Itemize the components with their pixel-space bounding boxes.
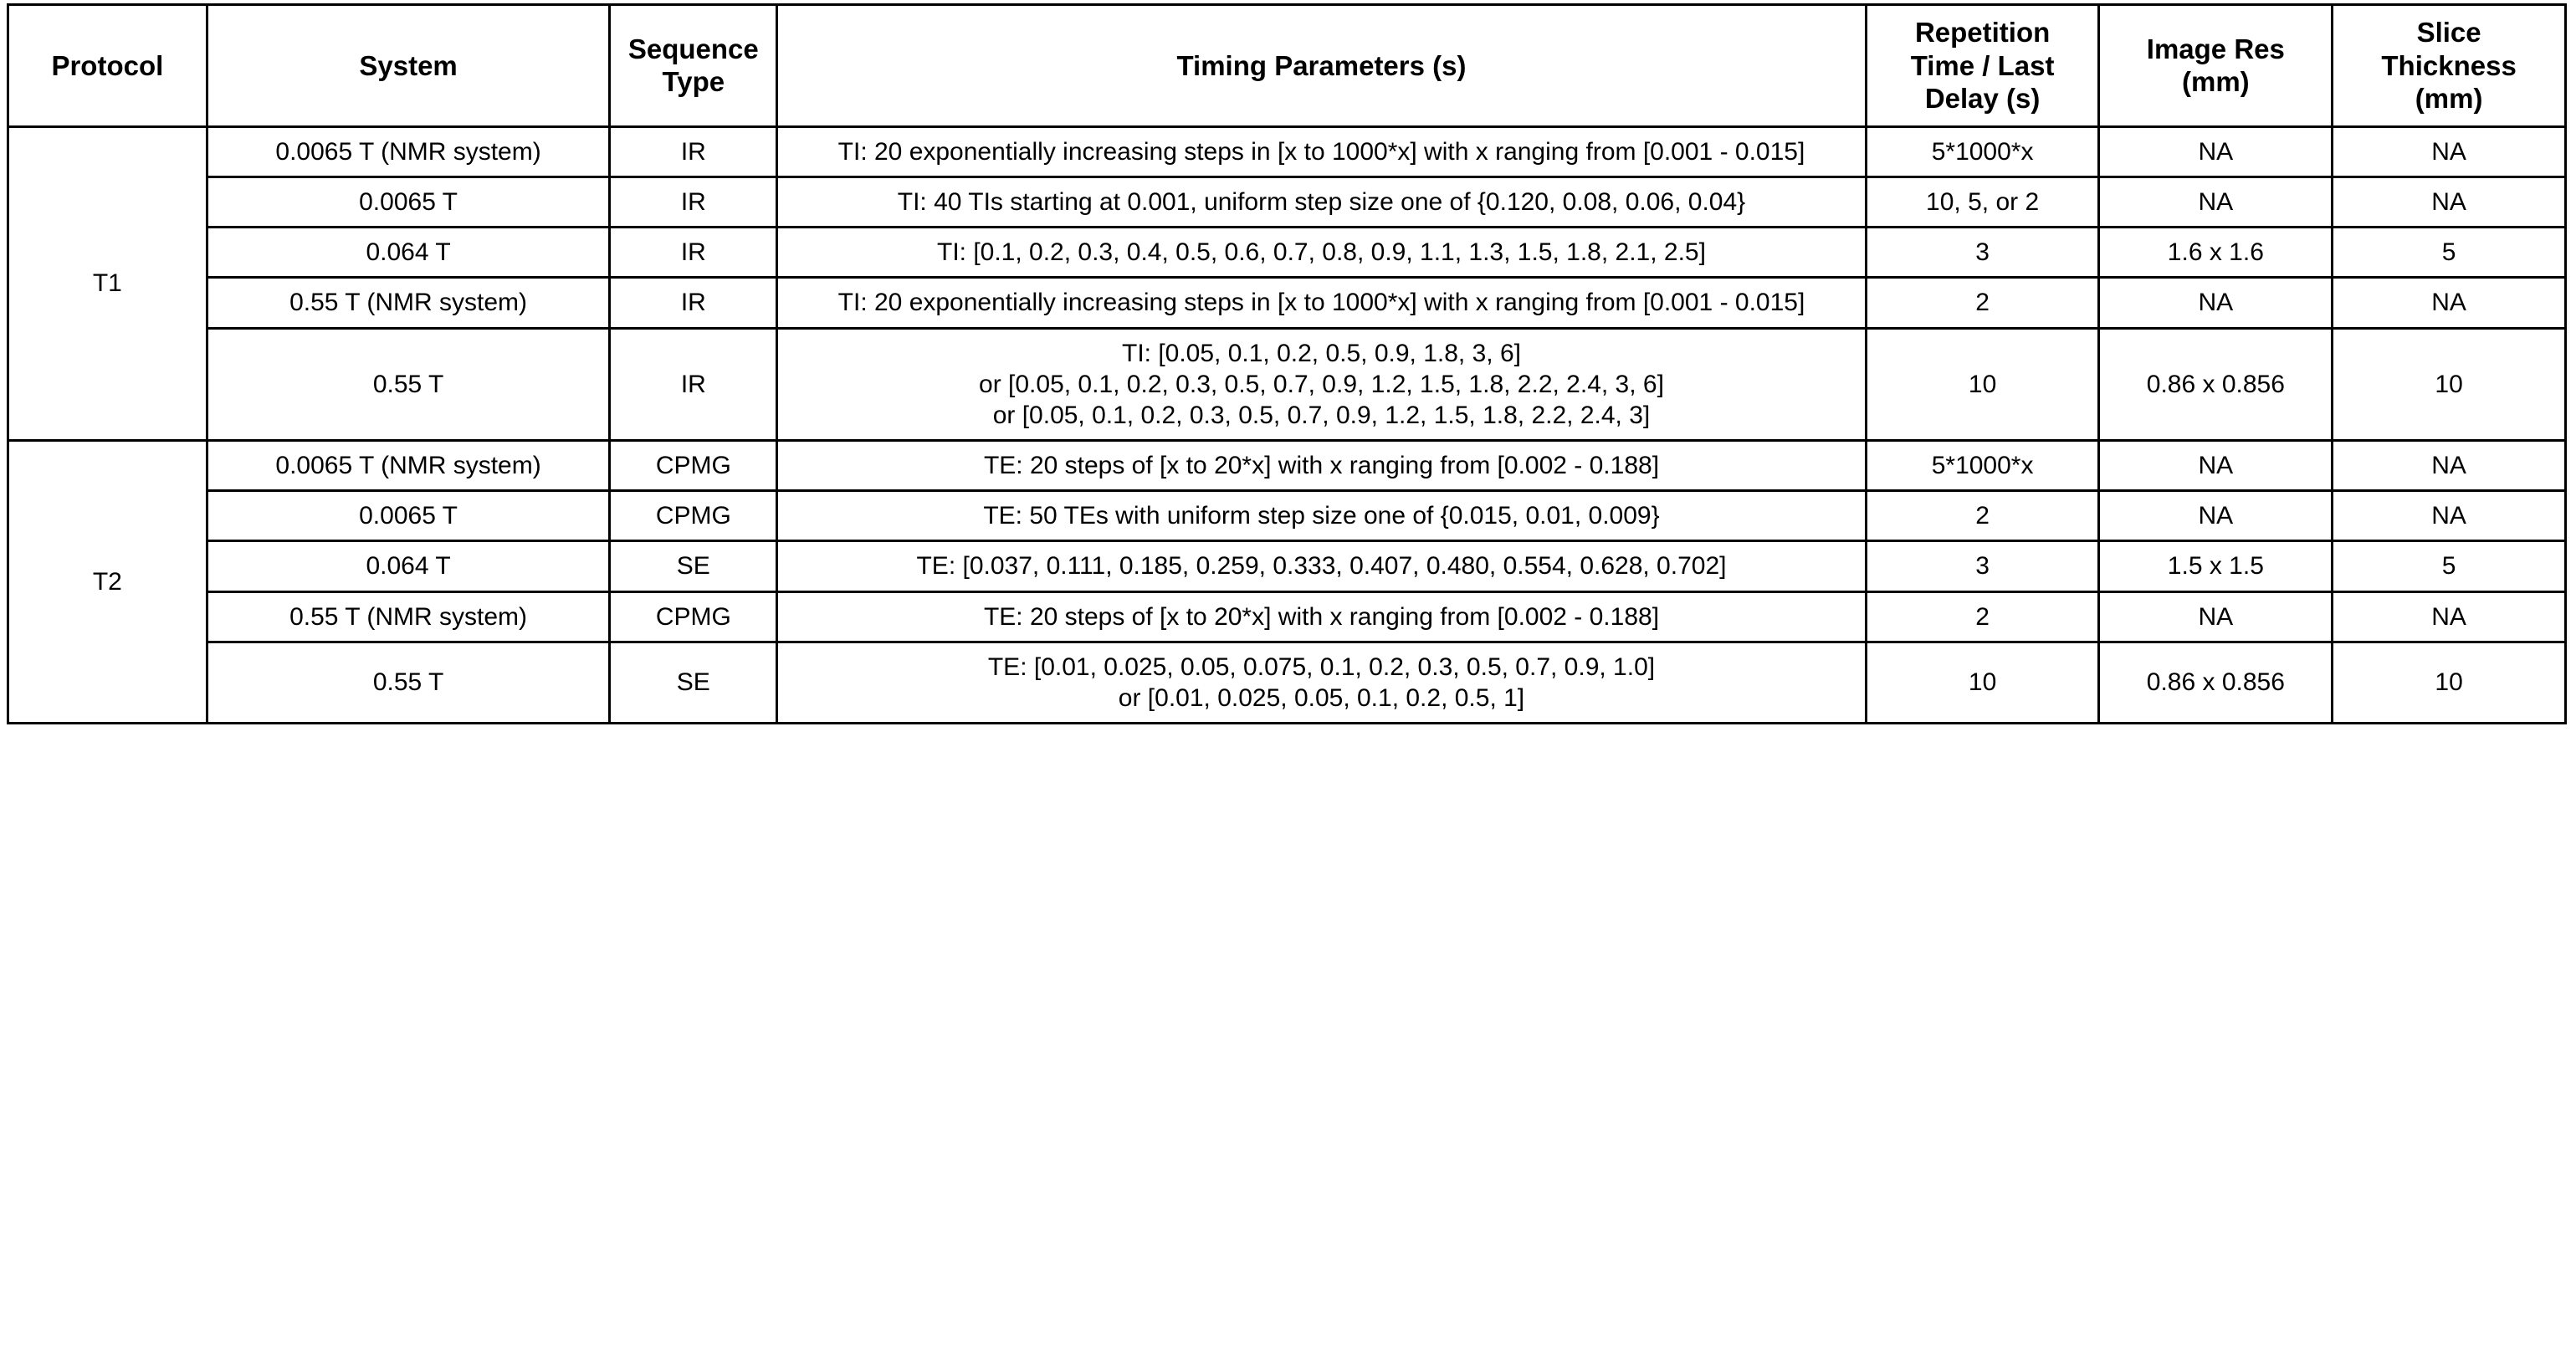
system-cell: 0.55 T (207, 642, 610, 723)
sequence-cell: IR (610, 177, 777, 227)
timing-cell (777, 441, 1867, 491)
slice-thickness-cell: NA (2333, 126, 2566, 177)
column-header-slice-thickness (2333, 5, 2566, 127)
timing-cell (777, 278, 1867, 328)
image-res-cell: NA (2099, 278, 2333, 328)
slice-thickness-cell: NA (2333, 491, 2566, 541)
header-line: Type (662, 66, 725, 98)
timing-line: TE: [0.037, 0.111, 0.185, 0.259, 0.333, 0.407, 0.480, 0.554, 0.628, 0.702] (916, 552, 1727, 581)
slice-thickness-cell: 10 (2333, 642, 2566, 723)
timing-line: or [0.05, 0.1, 0.2, 0.3, 0.5, 0.7, 0.9, 1.2, 1.5, 1.8, 2.2, 2.4, 3] (992, 401, 1651, 429)
repetition-cell: 3 (1866, 541, 2099, 591)
timing-line: TE: 20 steps of [x to 20*x] with x ranging from [0.002 - 0.188] (983, 452, 1660, 480)
system-cell: 0.0065 T (207, 177, 610, 227)
timing-line: TI: [0.1, 0.2, 0.3, 0.4, 0.5, 0.6, 0.7, 0.8, 0.9, 1.1, 1.3, 1.5, 1.8, 2.1, 2.5] (937, 238, 1706, 267)
table-row (8, 491, 2566, 541)
timing-cell (777, 491, 1867, 541)
sequence-cell: SE (610, 541, 777, 591)
slice-thickness-cell: 5 (2333, 541, 2566, 591)
repetition-cell: 10, 5, or 2 (1866, 177, 2099, 227)
timing-line: TI: [0.05, 0.1, 0.2, 0.5, 0.9, 1.8, 3, 6] (1122, 339, 1521, 367)
repetition-cell: 5*1000*x (1866, 441, 2099, 491)
table-row (8, 177, 2566, 227)
header-line: Time / Last (1910, 49, 2055, 81)
repetition-cell: 2 (1866, 278, 2099, 328)
header-line: (mm) (2415, 83, 2483, 115)
table-row (8, 126, 2566, 177)
timing-cell (777, 328, 1867, 441)
timing-line: TI: 20 exponentially increasing steps in [x to 1000*x] with x ranging from [0.001 - 0.015] (837, 137, 1805, 166)
sequence-cell: CPMG (610, 441, 777, 491)
slice-thickness-cell: NA (2333, 278, 2566, 328)
system-cell: 0.064 T (207, 541, 610, 591)
protocol-cell: T2 (8, 441, 207, 724)
timing-line: TE: [0.01, 0.025, 0.05, 0.075, 0.1, 0.2, 0.3, 0.5, 0.7, 0.9, 1.0] (987, 652, 1656, 681)
image-res-cell: NA (2099, 177, 2333, 227)
table-row (8, 541, 2566, 591)
header-line: Delay (s) (1924, 83, 2041, 115)
column-header-protocol (8, 5, 207, 127)
sequence-cell: IR (610, 278, 777, 328)
column-header-system (207, 5, 610, 127)
column-header-timing-parameters (777, 5, 1867, 127)
repetition-cell: 3 (1866, 228, 2099, 278)
sequence-cell: IR (610, 228, 777, 278)
slice-thickness-cell: NA (2333, 177, 2566, 227)
table-row (8, 642, 2566, 723)
mri-protocol-table (7, 3, 2567, 724)
table-row (8, 441, 2566, 491)
sequence-cell: IR (610, 328, 777, 441)
sequence-cell: CPMG (610, 491, 777, 541)
header-line: System (359, 49, 458, 81)
timing-line: or [0.01, 0.025, 0.05, 0.1, 0.2, 0.5, 1] (1118, 684, 1525, 713)
system-cell: 0.0065 T (NMR system) (207, 441, 610, 491)
timing-line: or [0.05, 0.1, 0.2, 0.3, 0.5, 0.7, 0.9, 1.2, 1.5, 1.8, 2.2, 2.4, 3, 6] (979, 370, 1664, 398)
image-res-cell: 0.86 x 0.856 (2099, 328, 2333, 441)
header-line: Protocol (51, 49, 164, 81)
image-res-cell: 0.86 x 0.856 (2099, 642, 2333, 723)
image-res-cell: NA (2099, 591, 2333, 642)
image-res-cell: NA (2099, 491, 2333, 541)
repetition-cell: 10 (1866, 328, 2099, 441)
system-cell: 0.064 T (207, 228, 610, 278)
header-line: Timing Parameters (s) (1176, 49, 1467, 81)
timing-cell (777, 541, 1867, 591)
timing-cell (777, 126, 1867, 177)
header-line: (mm) (2182, 66, 2250, 98)
sequence-cell: IR (610, 126, 777, 177)
timing-cell (777, 228, 1867, 278)
image-res-cell: NA (2099, 441, 2333, 491)
system-cell: 0.55 T (NMR system) (207, 278, 610, 328)
sequence-cell: SE (610, 642, 777, 723)
timing-cell (777, 591, 1867, 642)
header-row (8, 5, 2566, 127)
table-header (8, 5, 2566, 127)
repetition-cell: 2 (1866, 591, 2099, 642)
repetition-cell: 5*1000*x (1866, 126, 2099, 177)
image-res-cell: NA (2099, 126, 2333, 177)
timing-line: TE: 20 steps of [x to 20*x] with x ranging from [0.002 - 0.188] (983, 602, 1660, 631)
slice-thickness-cell: NA (2333, 441, 2566, 491)
column-header-sequence-type (610, 5, 777, 127)
column-header-image-res (2099, 5, 2333, 127)
protocol-cell: T1 (8, 126, 207, 440)
table-row (8, 228, 2566, 278)
repetition-cell: 10 (1866, 642, 2099, 723)
repetition-cell: 2 (1866, 491, 2099, 541)
header-line: Slice (2416, 17, 2481, 48)
table-row (8, 328, 2566, 441)
header-line: Thickness (2381, 49, 2517, 81)
system-cell: 0.0065 T (NMR system) (207, 126, 610, 177)
system-cell: 0.0065 T (207, 491, 610, 541)
slice-thickness-cell: 10 (2333, 328, 2566, 441)
header-line: Image Res (2146, 33, 2285, 64)
timing-cell (777, 642, 1867, 723)
timing-line: TE: 50 TEs with uniform step size one of {0.015, 0.01, 0.009} (983, 502, 1660, 530)
image-res-cell: 1.6 x 1.6 (2099, 228, 2333, 278)
table-body (8, 126, 2566, 723)
table-row (8, 278, 2566, 328)
system-cell: 0.55 T (207, 328, 610, 441)
slice-thickness-cell: 5 (2333, 228, 2566, 278)
header-line: Repetition (1914, 17, 2051, 48)
table-row (8, 591, 2566, 642)
system-cell: 0.55 T (NMR system) (207, 591, 610, 642)
timing-cell (777, 177, 1867, 227)
header-line: Sequence (627, 33, 759, 64)
slice-thickness-cell: NA (2333, 591, 2566, 642)
timing-line: TI: 40 TIs starting at 0.001, uniform step size one of {0.120, 0.08, 0.06, 0.04} (897, 187, 1746, 216)
timing-line: TI: 20 exponentially increasing steps in [x to 1000*x] with x ranging from [0.001 - 0.015] (837, 289, 1805, 317)
column-header-repetition-time (1866, 5, 2099, 127)
sequence-cell: CPMG (610, 591, 777, 642)
image-res-cell: 1.5 x 1.5 (2099, 541, 2333, 591)
